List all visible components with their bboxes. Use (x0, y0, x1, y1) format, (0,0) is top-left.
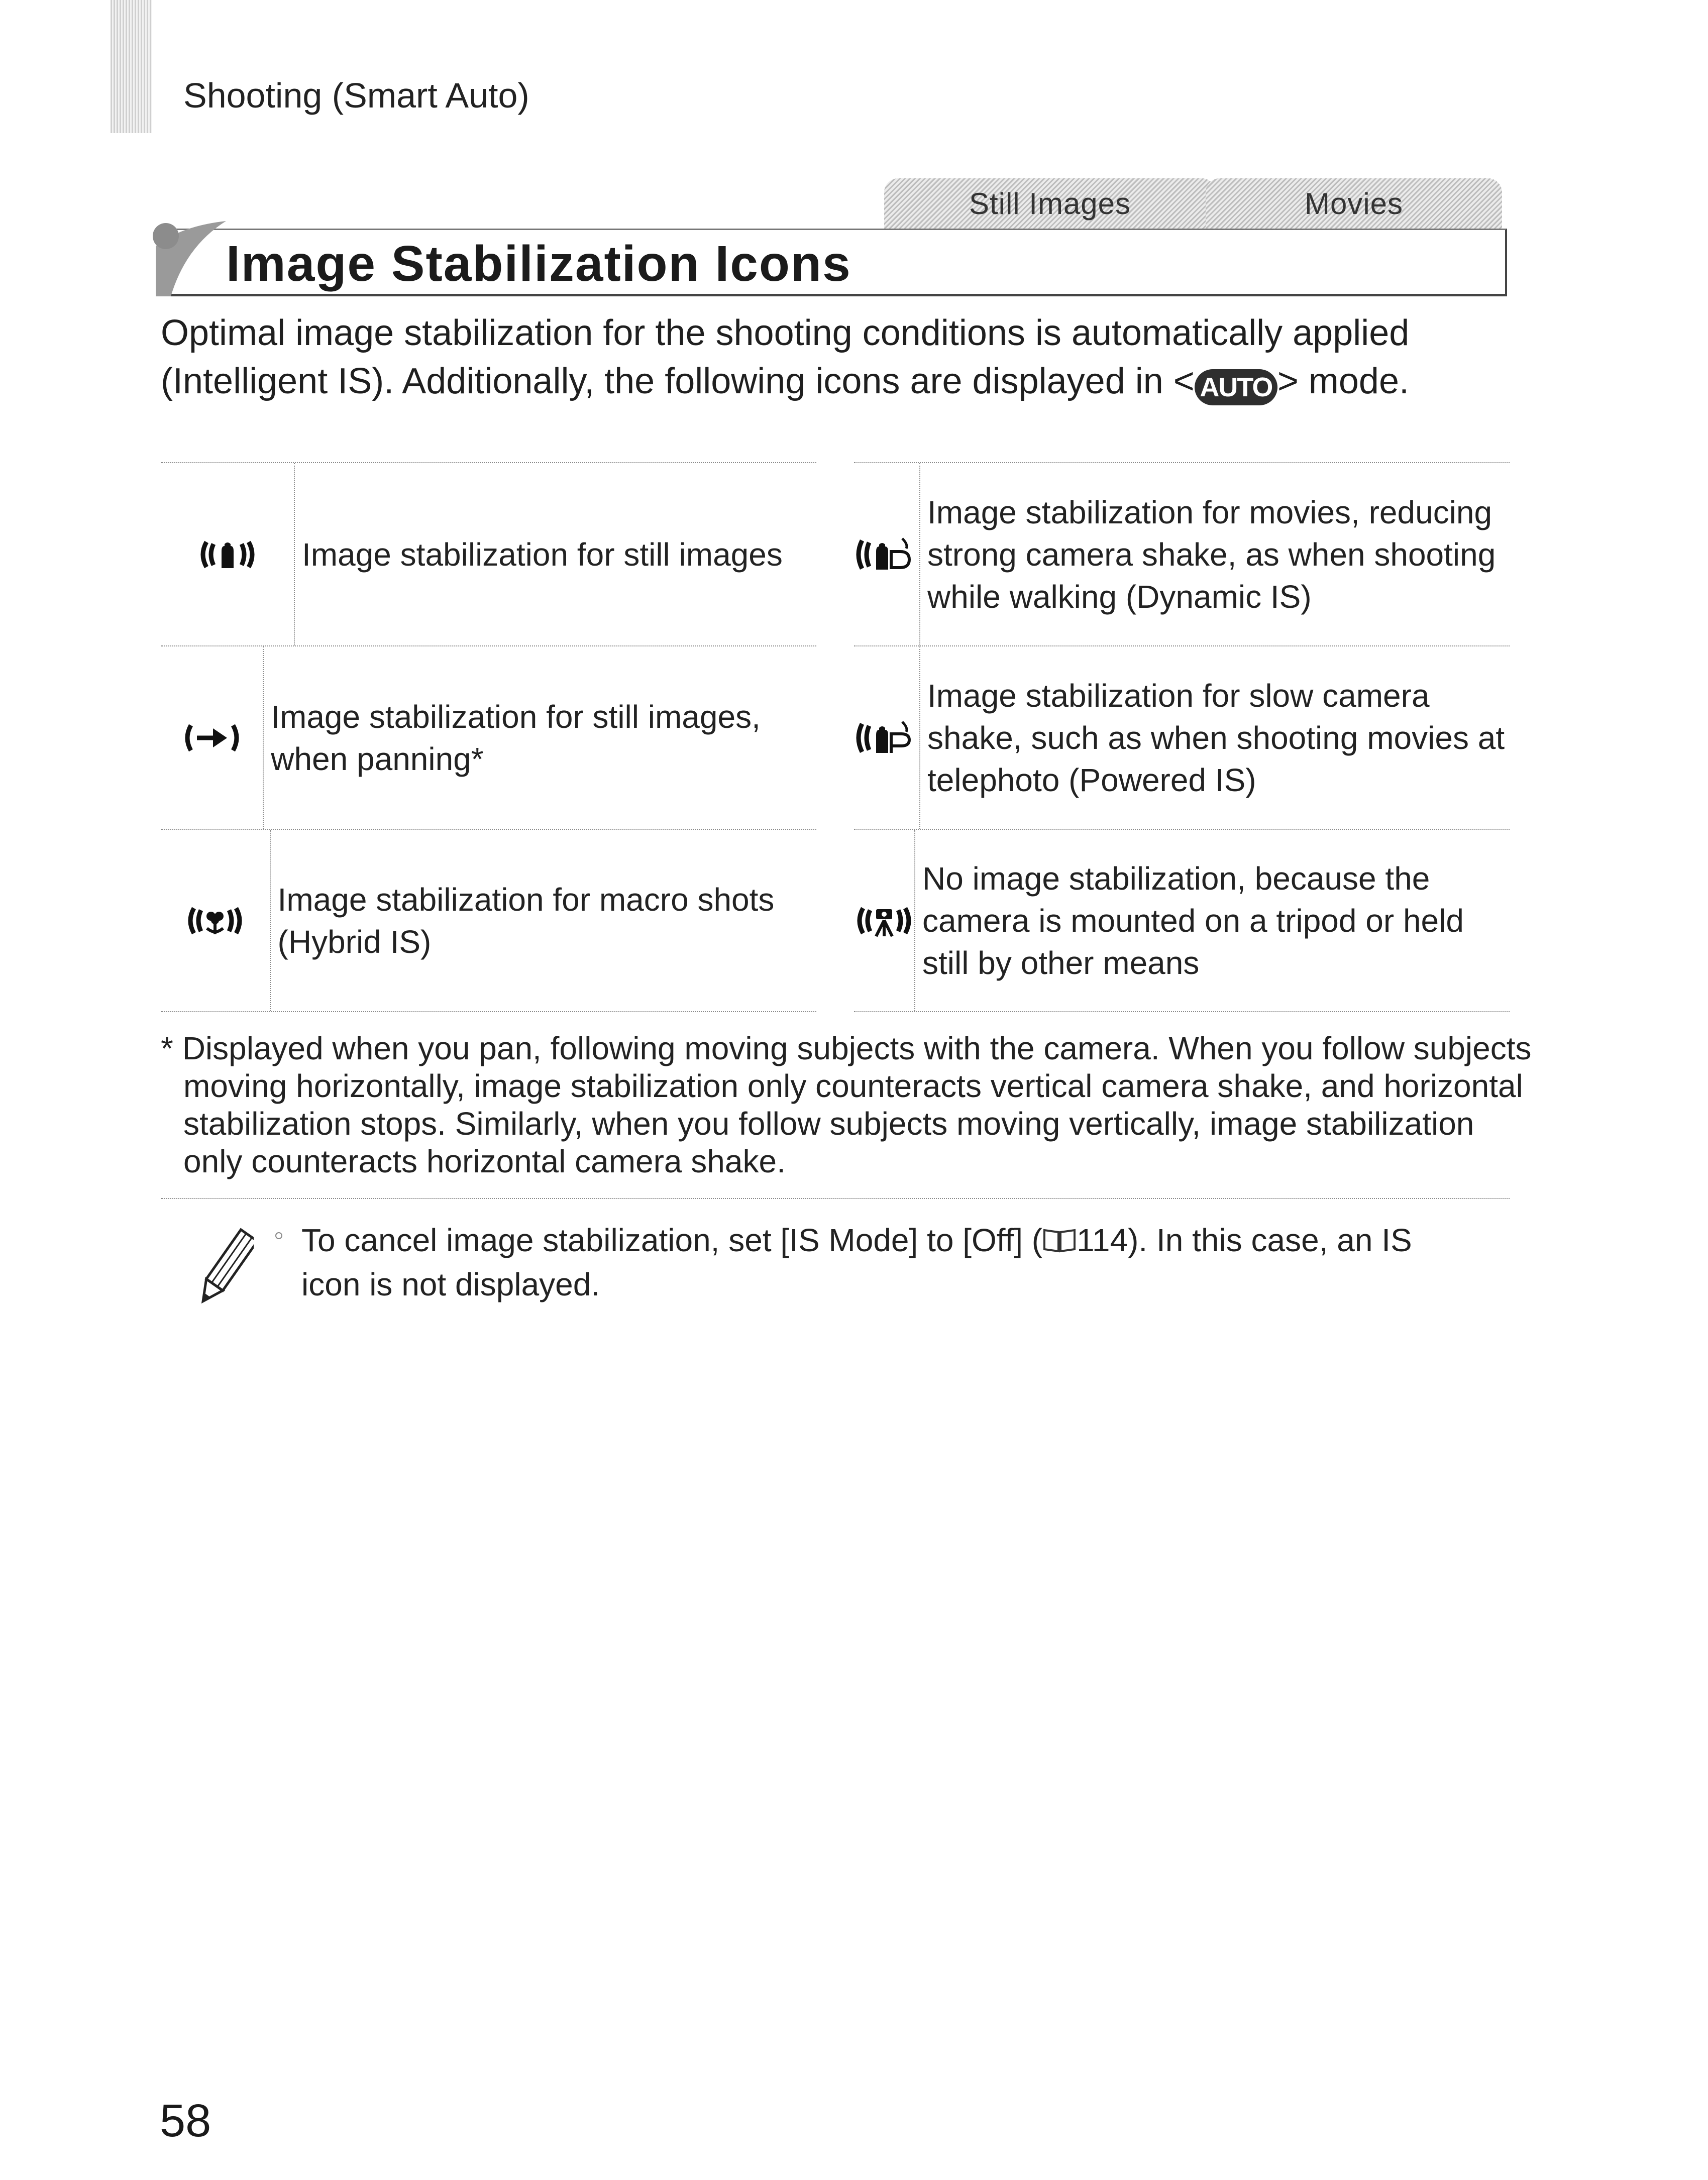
is-powered-icon (854, 646, 919, 829)
is-still-icon (161, 463, 294, 645)
table-row (161, 829, 816, 1012)
is-dynamic-icon (854, 463, 919, 645)
table-row (854, 645, 1510, 829)
is-panning-icon (161, 646, 263, 829)
tab-still-images: Still Images (884, 178, 1216, 229)
tab-movies: Movies (1206, 178, 1502, 229)
table-row (854, 462, 1510, 645)
intro-paragraph (161, 309, 1517, 405)
table-desc: Image stabilization for still images, when panning* (263, 646, 816, 829)
side-tab (111, 0, 152, 133)
page-number: 58 (160, 2095, 211, 2146)
icon-table-left (161, 462, 816, 1012)
pencil-icon (198, 1226, 254, 1311)
note-text-end: ). In this case, an IS icon is not displayed. (301, 1222, 1412, 1302)
note-page-ref: 114 (1077, 1222, 1128, 1258)
divider (161, 1198, 1510, 1199)
note (301, 1218, 1457, 1306)
table-desc: Image stabilization for movies, reducing strong camera shake, as when shooting while walking (Dynamic IS) (919, 463, 1510, 645)
table-row (161, 462, 816, 645)
table-desc: No image stabilization, because the camera is mounted on a tripod or held still by other means (914, 830, 1510, 1011)
table-desc: Image stabilization for still images (294, 463, 783, 645)
is-macro-icon (161, 830, 270, 1011)
book-icon (1042, 1227, 1077, 1253)
icon-table-right (854, 462, 1510, 1012)
section-header: Shooting (Smart Auto) (183, 76, 529, 115)
table-row (854, 829, 1510, 1012)
title-accent-icon (151, 216, 231, 301)
note-text: To cancel image stabilization, set [IS Mode] to [Off] ( (301, 1222, 1043, 1258)
is-tripod-icon (854, 830, 914, 1011)
page-title: Image Stabilization Icons (226, 236, 851, 292)
footnote: * Displayed when you pan, following moving subjects with the camera. When you follow subjects moving horizontally, image stabilization only counteracts vertical camera shake, and horizontal stabilization stops. Similarly, when you follow subjects moving vertically, image stabilization only counteracts horizontal camera shake. (161, 1030, 1532, 1179)
intro-text-end: > mode. (1277, 361, 1410, 401)
table-row (161, 645, 816, 829)
intro-text: Optimal image stabilization for the shooting conditions is automatically applied (Intelligent IS). Additionally, the following icons are displayed in < (161, 313, 1410, 401)
auto-mode-icon: AUTO (1195, 369, 1277, 405)
bullet-icon (274, 1231, 284, 1241)
table-desc: Image stabilization for slow camera shake, such as when shooting movies at telephoto (Powered IS) (919, 646, 1510, 829)
table-desc: Image stabilization for macro shots (Hybrid IS) (270, 830, 816, 1011)
